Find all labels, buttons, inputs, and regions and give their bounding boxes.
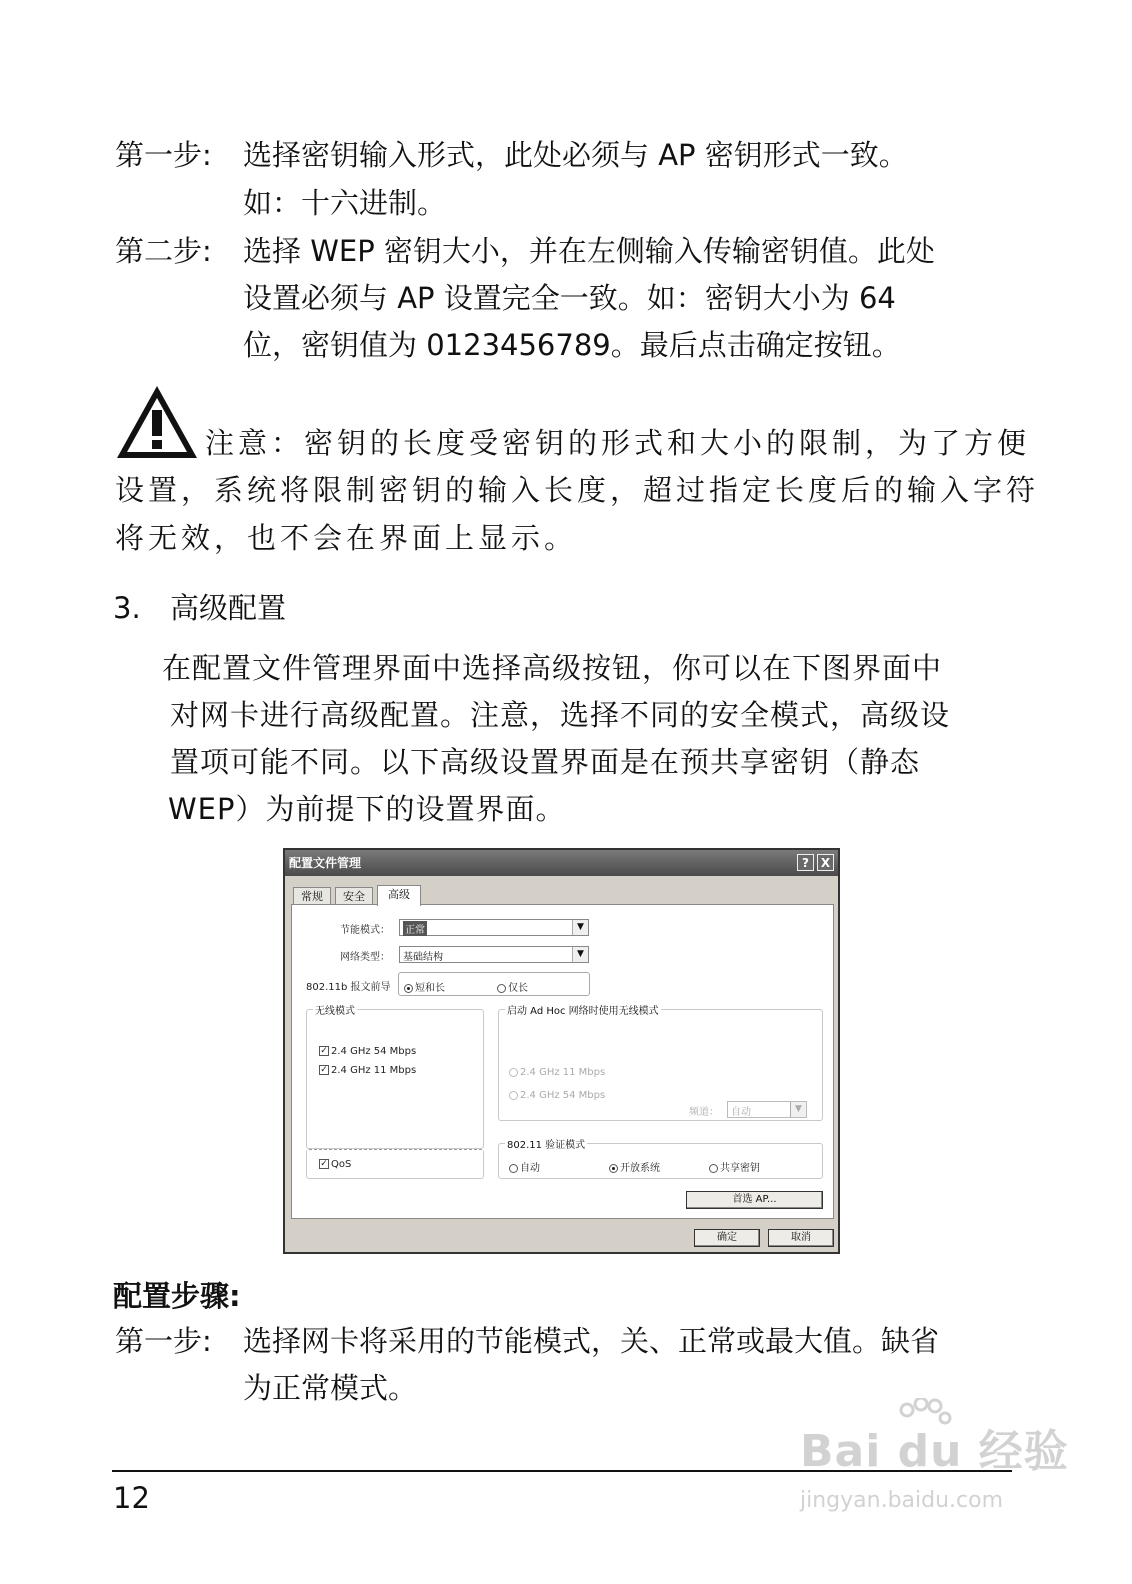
note-line3: 将无效，也不会在界面上显示。: [115, 521, 578, 555]
auth-auto-radio[interactable]: [509, 1159, 540, 1174]
profile-dialog: [283, 848, 840, 1254]
auth-group: [498, 1140, 823, 1179]
mode-11-checkbox[interactable]: [319, 1065, 416, 1076]
auth-shared-radio[interactable]: [709, 1159, 760, 1174]
mode-54-label: 2.4 GHz 54 Mbps: [331, 1046, 417, 1057]
page-number: 12: [113, 1481, 150, 1515]
bottom-step1-label: 第一步:: [115, 1324, 212, 1358]
section-number: 3.: [113, 591, 141, 625]
note-line2: 设置，系统将限制密钥的输入长度，超过指定长度后的输入字符: [115, 473, 1040, 507]
tab-general[interactable]: 常规: [293, 887, 331, 905]
radio-icon: [509, 1091, 518, 1100]
section-para-line3: 置项可能不同。以下高级设置界面是在预共享密钥（静态: [170, 745, 921, 779]
radio-icon: [497, 984, 506, 993]
watermark-logo: Bai du 经验: [800, 1426, 1069, 1477]
section-para-line2: 对网卡进行高级配置。注意，选择不同的安全模式，高级设: [170, 698, 951, 732]
network-type-value: 基础结构: [403, 952, 443, 963]
qos-box: [306, 1149, 484, 1179]
close-button[interactable]: X: [817, 854, 834, 871]
preamble-option-label: 短和长: [415, 983, 445, 994]
step1-line2: 如：十六进制。: [243, 186, 447, 220]
step2-line1: 选择 WEP 密钥大小，并在左侧输入传输密钥值。此处: [243, 234, 935, 268]
mode-54-checkbox[interactable]: [319, 1046, 416, 1057]
step2-line2: 设置必须与 AP 设置完全一致。如：密钥大小为 64: [243, 281, 896, 315]
auth-auto-label: 自动: [520, 1163, 540, 1174]
adhoc-group-label: 启动 Ad Hoc 网络时使用无线模式: [505, 1002, 661, 1017]
network-type-label: 网络类型：: [340, 952, 390, 963]
dialog-title: 配置文件管理: [289, 856, 362, 870]
steps-heading: 配置步骤:: [113, 1279, 241, 1313]
chevron-down-icon: ▼: [790, 1102, 806, 1117]
qos-label: QoS: [331, 1159, 352, 1170]
qos-checkbox[interactable]: [319, 1159, 351, 1170]
preamble-long-only[interactable]: [497, 979, 528, 994]
warning-icon: [115, 384, 199, 460]
section-para-line4: WEP）为前提下的设置界面。: [168, 792, 566, 826]
section-para-line1: 在配置文件管理界面中选择高级按钮，你可以在下图界面中: [162, 651, 943, 685]
dialog-titlebar: [285, 850, 838, 876]
section-title: 高级配置: [170, 591, 287, 625]
channel-select[interactable]: [727, 1101, 807, 1118]
step1-label: 第一步:: [115, 138, 212, 172]
wireless-mode-group-label: 无线模式: [313, 1002, 357, 1017]
network-type-select[interactable]: [399, 946, 589, 963]
checkmark-icon: ✓: [320, 1065, 328, 1075]
step2-line3: 位，密钥值为 0123456789。最后点击确定按钮。: [243, 328, 901, 362]
mode-11-label: 2.4 GHz 11 Mbps: [331, 1065, 417, 1076]
tab-advanced[interactable]: 高级: [377, 885, 421, 906]
auth-group-label: 802.11 验证模式: [505, 1136, 587, 1151]
cancel-button[interactable]: 取消: [768, 1229, 834, 1247]
advanced-panel: [291, 904, 834, 1219]
preferred-ap-button[interactable]: 首选 AP...: [686, 1191, 823, 1209]
preamble-box: [398, 972, 590, 996]
channel-label: 频道：: [689, 1107, 719, 1118]
bottom-step1-line1: 选择网卡将采用的节能模式，关、正常或最大值。缺省: [243, 1324, 940, 1358]
auth-shared-label: 共享密钥: [720, 1163, 760, 1174]
preamble-short-long[interactable]: [404, 979, 445, 994]
adhoc-11-radio[interactable]: [509, 1067, 605, 1078]
checkmark-icon: ✓: [320, 1159, 328, 1169]
adhoc-54-label: 2.4 GHz 54 Mbps: [520, 1090, 606, 1101]
ok-button[interactable]: 确定: [694, 1229, 760, 1247]
radio-icon: [509, 1068, 518, 1077]
adhoc-group: [498, 1006, 823, 1121]
checkmark-icon: ✓: [320, 1046, 328, 1056]
radio-icon: [709, 1164, 718, 1173]
step1-line1: 选择密钥输入形式，此处必须与 AP 密钥形式一致。: [243, 138, 908, 172]
watermark-url: jingyan.baidu.com: [800, 1488, 1004, 1513]
radio-selected-icon: [404, 984, 413, 993]
step2-label: 第二步:: [115, 234, 212, 268]
adhoc-54-radio[interactable]: [509, 1090, 605, 1101]
auth-open-radio[interactable]: [609, 1159, 660, 1174]
help-button[interactable]: ?: [797, 854, 814, 871]
bottom-step1-line2: 为正常模式。: [243, 1371, 418, 1405]
radio-icon: [509, 1164, 518, 1173]
channel-value: 自动: [731, 1107, 751, 1118]
preamble-option-label: 仅长: [508, 983, 528, 994]
chevron-down-icon: ▼: [572, 947, 588, 962]
wireless-mode-group: [306, 1006, 484, 1149]
radio-selected-icon: [609, 1164, 618, 1173]
auth-open-label: 开放系统: [620, 1163, 660, 1174]
power-mode-select[interactable]: [399, 919, 589, 936]
note-line1: 注意：密钥的长度受密钥的形式和大小的限制，为了方便: [205, 426, 1031, 460]
chevron-down-icon: ▼: [572, 920, 588, 935]
power-mode-label: 节能模式：: [340, 925, 390, 936]
power-mode-value: 正常: [403, 921, 427, 936]
preamble-label: 802.11b 报文前导: [306, 982, 391, 993]
adhoc-11-label: 2.4 GHz 11 Mbps: [520, 1067, 606, 1078]
paw-logo-icon: [895, 1398, 955, 1438]
tab-security[interactable]: 安全: [335, 887, 373, 905]
